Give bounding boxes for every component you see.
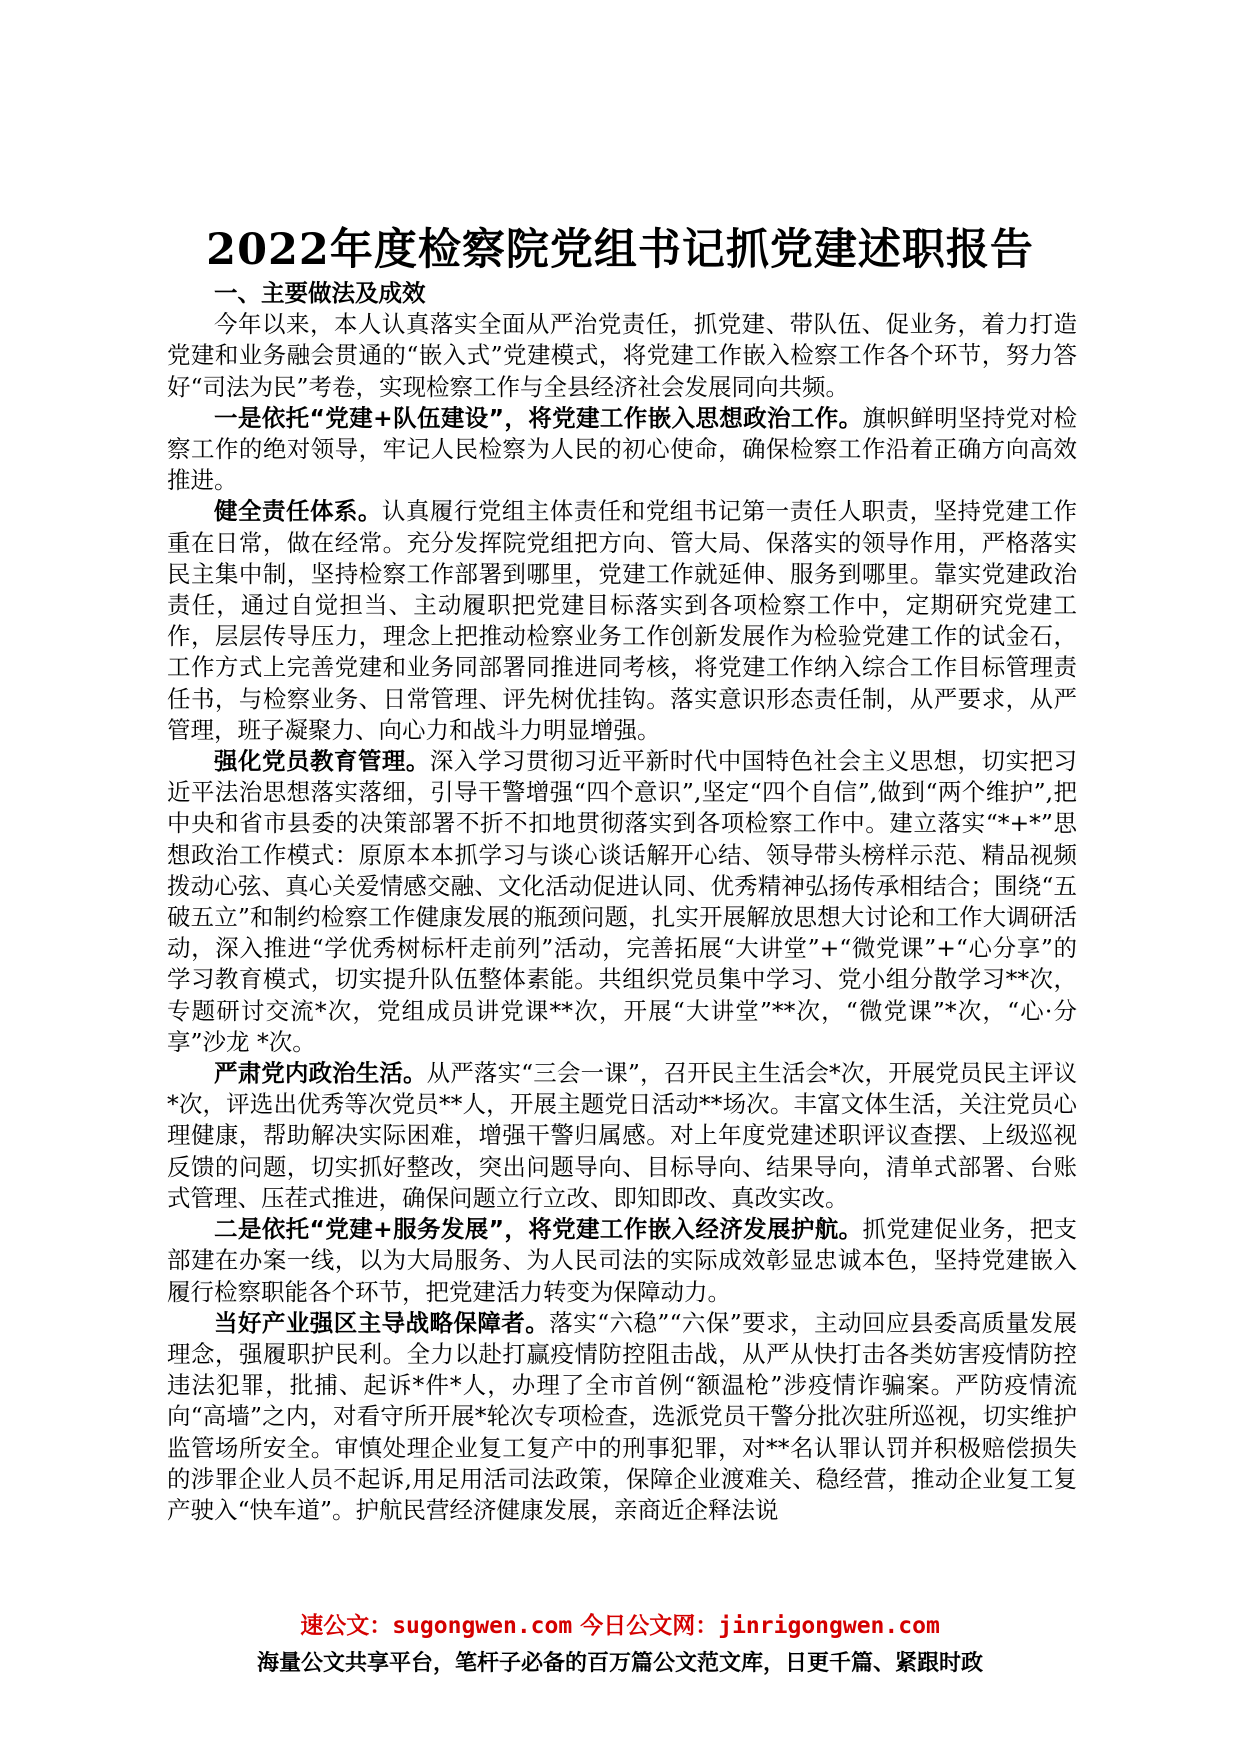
paragraph — [167, 403, 1077, 497]
brand1-url-link[interactable]: sugongwen.com — [392, 1613, 573, 1639]
paragraph-text: 深入学习贯彻习近平新时代中国特色社会主义思想，切实把习近平法治思想落实落细，引导干警增强“四个意识”,坚定“四个自信”,做到“两个维护”,把中央和省市县委的决策部署不折不扣地贯彻落实到各项检察工作中。建立落实“*+*”思想政治工作模式：原原本本抓学习与谈心谈话解开心结、领导带头榜样示范、精品视频拨动心弦、真心关爱情感交融、文化活动促进认同、优秀精神弘扬传承相结合；围绕“五破五立”和制约检察工作健康发展的瓶颈问题，扎实开展解放思想大讨论和工作大调研活动，深入推进“学优秀树标杆走前列”活动，完善拓展“大讲堂”+“微党课”+“心分享”的学习教育模式，切实提升队伍整体素能。共组织党员集中学习、党小组分散学习**次，专题研讨交流*次，党组成员讲党课**次，开展“大讲堂”**次，“微党课”*次，“心·分享”沙龙 *次。 — [167, 747, 1078, 1056]
brand2-label: 今日公文网： — [580, 1613, 719, 1639]
document-body — [167, 278, 1077, 1526]
paragraph-lead: 强化党员教育管理。 — [214, 747, 430, 776]
paragraph-text: 认真履行党组主体责任和党组书记第一责任人职责，坚持党建工作重在日常，做在经常。充分发挥院党组把方向、管大局、保落实的领导作用，严格落实民主集中制，坚持检察工作部署到哪里，党建工作就延伸、服务到哪里。靠实党建政治责任，通过自觉担当、主动履职把党建目标落实到各项检察工作中，定期研究党建工作，层层传导压力，理念上把推动检察业务工作创新发展作为检验党建工作的试金石，工作方式上完善党建和业务同部署同推进同考核，将党建工作纳入综合工作目标管理责任书，与检察业务、日常管理、评先树优挂钩。落实意识形态责任制，从严要求，从严管理，班子凝聚力、向心力和战斗力明显增强。 — [167, 497, 1078, 744]
paragraph-lead: 健全责任体系。 — [214, 497, 382, 526]
paragraph — [167, 496, 1077, 746]
paragraph-lead: 一是依托“党建+队伍建设”，将党建工作嵌入思想政治工作。 — [214, 403, 863, 432]
brand1-label: 速公文： — [300, 1613, 393, 1639]
paragraph-lead: 当好产业强区主导战略保障者。 — [214, 1308, 550, 1337]
paragraph — [167, 1308, 1077, 1526]
paragraph-text: 旗帜鲜明坚持党对检察工作的绝对领导，牢记人民检察为人民的初心使命，确保检察工作沿着正确方向高效推进。 — [167, 403, 1077, 495]
section-heading: 一、主要做法及成效 — [214, 279, 426, 307]
paragraph — [167, 1058, 1077, 1214]
paragraph-text: 今年以来，本人认真落实全面从严治党责任，抓党建、带队伍、促业务，着力打造党建和业务融会贯通的“嵌入式”党建模式，将党建工作嵌入检察工作各个环节，努力答好“司法为民”考卷，实现检察工作与全县经济社会发展同向共频。 — [167, 310, 1077, 401]
brand2-url-link[interactable]: jinrigongwen.com — [718, 1613, 940, 1639]
footer-brand-line — [0, 1609, 1240, 1643]
document-title: 2022年度检察院党组书记抓党建述职报告 — [206, 225, 1034, 275]
paragraph-lead: 严肃党内政治生活。 — [214, 1059, 427, 1088]
footer-slogan: 海量公文共享平台，笔杆子必备的百万篇公文范文库，日更千篇、紧跟时政 — [256, 1651, 983, 1676]
paragraph — [167, 309, 1077, 403]
paragraph-text: 从严落实“三会一课”，召开民主生活会*次，开展党员民主评议*次，评选出优秀等次党员**人，开展主题党日活动**场次。丰富文体生活，关注党员心理健康，帮助解决实际困难，增强干警归属感。对上年度党建述职评议查摆、上级巡视反馈的问题，切实抓好整改，突出问题导向、目标导向、结果导向，清单式部署、台账式管理、压茬式推进，确保问题立行立改、即知即改、真改实改。 — [167, 1059, 1078, 1212]
paragraph-text: 抓党建促业务，把支部建在办案一线，以为大局服务、为人民司法的实际成效彰显忠诚本色，坚持党建嵌入履行检察职能各个环节，把党建活力转变为保障动力。 — [167, 1215, 1077, 1306]
paragraph — [167, 1214, 1077, 1308]
site-footer — [0, 1609, 1240, 1681]
paragraph-lead: 二是依托“党建+服务发展”，将党建工作嵌入经济发展护航。 — [214, 1215, 863, 1244]
paragraph-text: 落实“六稳”“六保”要求，主动回应县委高质量发展理念，强履职护民利。全力以赴打赢疫情防控阻击战，从严从快打击各类妨害疫情防控违法犯罪，批捕、起诉*件*人，办理了全市首例“额温枪”涉疫情诈骗案。严防疫情流向“高墙”之内，对看守所开展*轮次专项检查，选派党员干警分批次驻所巡视，切实维护监管场所安全。审慎处理企业复工复产中的刑事犯罪，对**名认罪认罚并积极赔偿损失的涉罪企业人员不起诉,用足用活司法政策，保障企业渡难关、稳经营，推动企业复工复产驶入“快车道”。护航民营经济健康发展，亲商近企释法说 — [167, 1308, 1077, 1524]
paragraph — [167, 746, 1077, 1058]
